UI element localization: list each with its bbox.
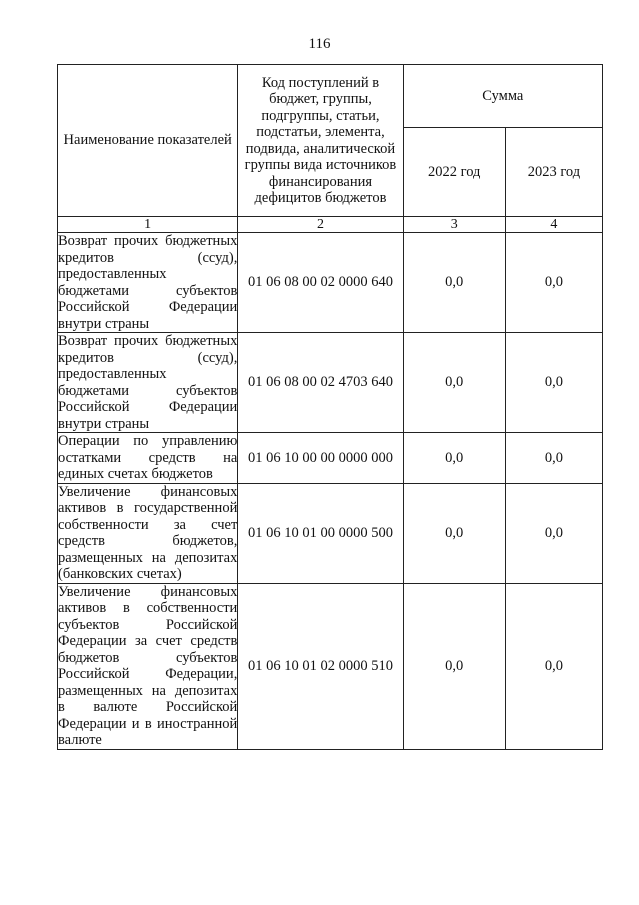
header-sum: Сумма [403, 65, 602, 128]
row-value-2022: 0,0 [403, 233, 505, 333]
table-row [58, 583, 603, 749]
header-name: Наименование показателей [58, 65, 238, 217]
row-name: Возврат прочих бюджетных кредитов (ссуд), предоставленных бюджетами субъектов Российской Федерации внутри страны [58, 233, 238, 332]
row-value-2022: 0,0 [403, 483, 505, 583]
row-value-2022: 0,0 [403, 583, 505, 749]
table-row [58, 233, 603, 333]
row-code: 01 06 10 01 00 0000 500 [238, 483, 403, 583]
row-value-2023: 0,0 [505, 233, 602, 333]
page-number: 116 [308, 36, 331, 52]
header-year-2023: 2023 год [505, 128, 602, 217]
row-name: Увеличение финансовых активов в государственной собственности за счет средств бюджетов, размещенных на депозитах (банковских счетах) [58, 483, 238, 582]
header-code: Код поступлений в бюджет, группы, подгруппы, статьи, подстатьи, элемента, подвида, аналитической группы вида источников финансирования дефицитов бюджетов [238, 65, 403, 217]
row-value-2022: 0,0 [403, 433, 505, 484]
row-value-2022: 0,0 [403, 333, 505, 433]
row-code: 01 06 10 00 00 0000 000 [238, 433, 403, 484]
header-year-2022: 2022 год [403, 128, 505, 217]
table-row [58, 433, 603, 484]
row-name: Операции по управлению остатками средств на единых счетах бюджетов [58, 433, 238, 482]
row-code: 01 06 10 01 02 0000 510 [238, 583, 403, 749]
table-row [58, 483, 603, 583]
row-value-2023: 0,0 [505, 583, 602, 749]
header-row [58, 65, 603, 128]
row-code: 01 06 08 00 02 0000 640 [238, 233, 403, 333]
row-name: Возврат прочих бюджетных кредитов (ссуд), предоставленных бюджетами субъектов Российской Федерации внутри страны [58, 333, 238, 432]
row-name: Увеличение финансовых активов в собственности субъектов Российской Федерации за счет средств бюджетов субъектов Российской Федерации, размещенных на депозитах в валюте Российской Федерации и в иностранной валюте [58, 583, 238, 748]
row-value-2023: 0,0 [505, 333, 602, 433]
budget-table [57, 64, 603, 750]
row-value-2023: 0,0 [505, 483, 602, 583]
column-number: 1 [58, 217, 238, 233]
column-number: 2 [238, 217, 403, 233]
column-numbers-row [58, 217, 603, 233]
row-value-2023: 0,0 [505, 433, 602, 484]
column-number: 3 [403, 217, 505, 233]
column-number: 4 [505, 217, 602, 233]
table-row [58, 333, 603, 433]
row-code: 01 06 08 00 02 4703 640 [238, 333, 403, 433]
